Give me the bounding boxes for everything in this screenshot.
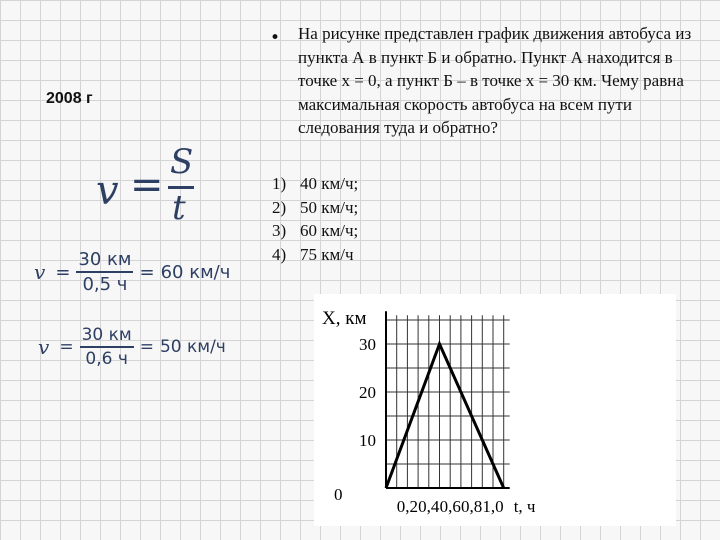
calc1-equals-2: = <box>139 261 155 283</box>
calc1-denominator: 0,5 ч <box>82 274 128 295</box>
option-number: 2) <box>272 197 287 217</box>
y-tick-label: 20 <box>359 383 376 402</box>
option-text: 40 км/ч; <box>300 174 359 193</box>
answer-option <box>272 172 358 196</box>
chart-svg <box>314 294 676 526</box>
calc1-v: v <box>34 260 46 284</box>
answer-option <box>272 219 358 243</box>
velocity-calc-2 <box>38 325 226 369</box>
x-tick-label: 0,8 <box>460 497 483 516</box>
calc1-fraction <box>76 249 133 295</box>
y-tick-label: 30 <box>359 335 376 354</box>
x-axis-label: t, ч <box>513 497 536 516</box>
formula-numerator: S <box>170 142 194 182</box>
x-tick-label: 1,0 <box>482 497 504 516</box>
answer-option <box>272 196 358 220</box>
option-number: 4) <box>272 244 287 264</box>
y-axis-label: X, км <box>322 308 367 329</box>
calc1-result: 60 км/ч <box>160 261 231 283</box>
bullet-icon: • <box>270 28 281 48</box>
position-time-chart <box>314 294 676 526</box>
option-text: 75 км/ч <box>300 244 354 264</box>
calc2-denominator: 0,6 ч <box>85 349 128 369</box>
formula-v: v <box>96 168 119 214</box>
year-label: 2008 г <box>46 90 93 107</box>
calc2-equals-2: = <box>139 337 154 357</box>
calc2-result: 50 км/ч <box>159 337 226 357</box>
x-tick-label: 0,4 <box>418 497 440 516</box>
calc2-v: v <box>38 335 50 359</box>
option-number: 3) <box>272 221 287 240</box>
origin-label: 0 <box>334 485 343 504</box>
x-tick-label: 0,2 <box>396 497 419 516</box>
calc1-numerator: 30 км <box>76 249 133 273</box>
y-tick-label: 10 <box>359 431 376 450</box>
calc2-fraction <box>80 325 134 369</box>
formula-equals: = <box>130 162 164 208</box>
velocity-calc-1 <box>34 249 230 295</box>
formula-denominator: t <box>172 188 186 228</box>
answer-options <box>272 172 358 266</box>
calc1-equals: = <box>55 261 71 283</box>
calc2-numerator: 30 км <box>80 325 134 348</box>
question-text: На рисунке представлен график движения автобуса из пункта А в пункт Б и обратно. Пункт А находится в точке x = 0, а пункт Б – в точке x = 30 км. Чему равна максимальная скорость автобуса на всем пути следования туда и обратно? <box>298 24 692 137</box>
velocity-definition-formula <box>96 142 196 232</box>
option-text: 50 км/ч; <box>300 197 359 217</box>
calc2-equals: = <box>59 337 74 357</box>
option-number: 1) <box>272 174 287 193</box>
answer-option <box>272 243 358 267</box>
x-tick-label: 0,6 <box>439 497 461 516</box>
option-text: 60 км/ч; <box>300 221 359 240</box>
